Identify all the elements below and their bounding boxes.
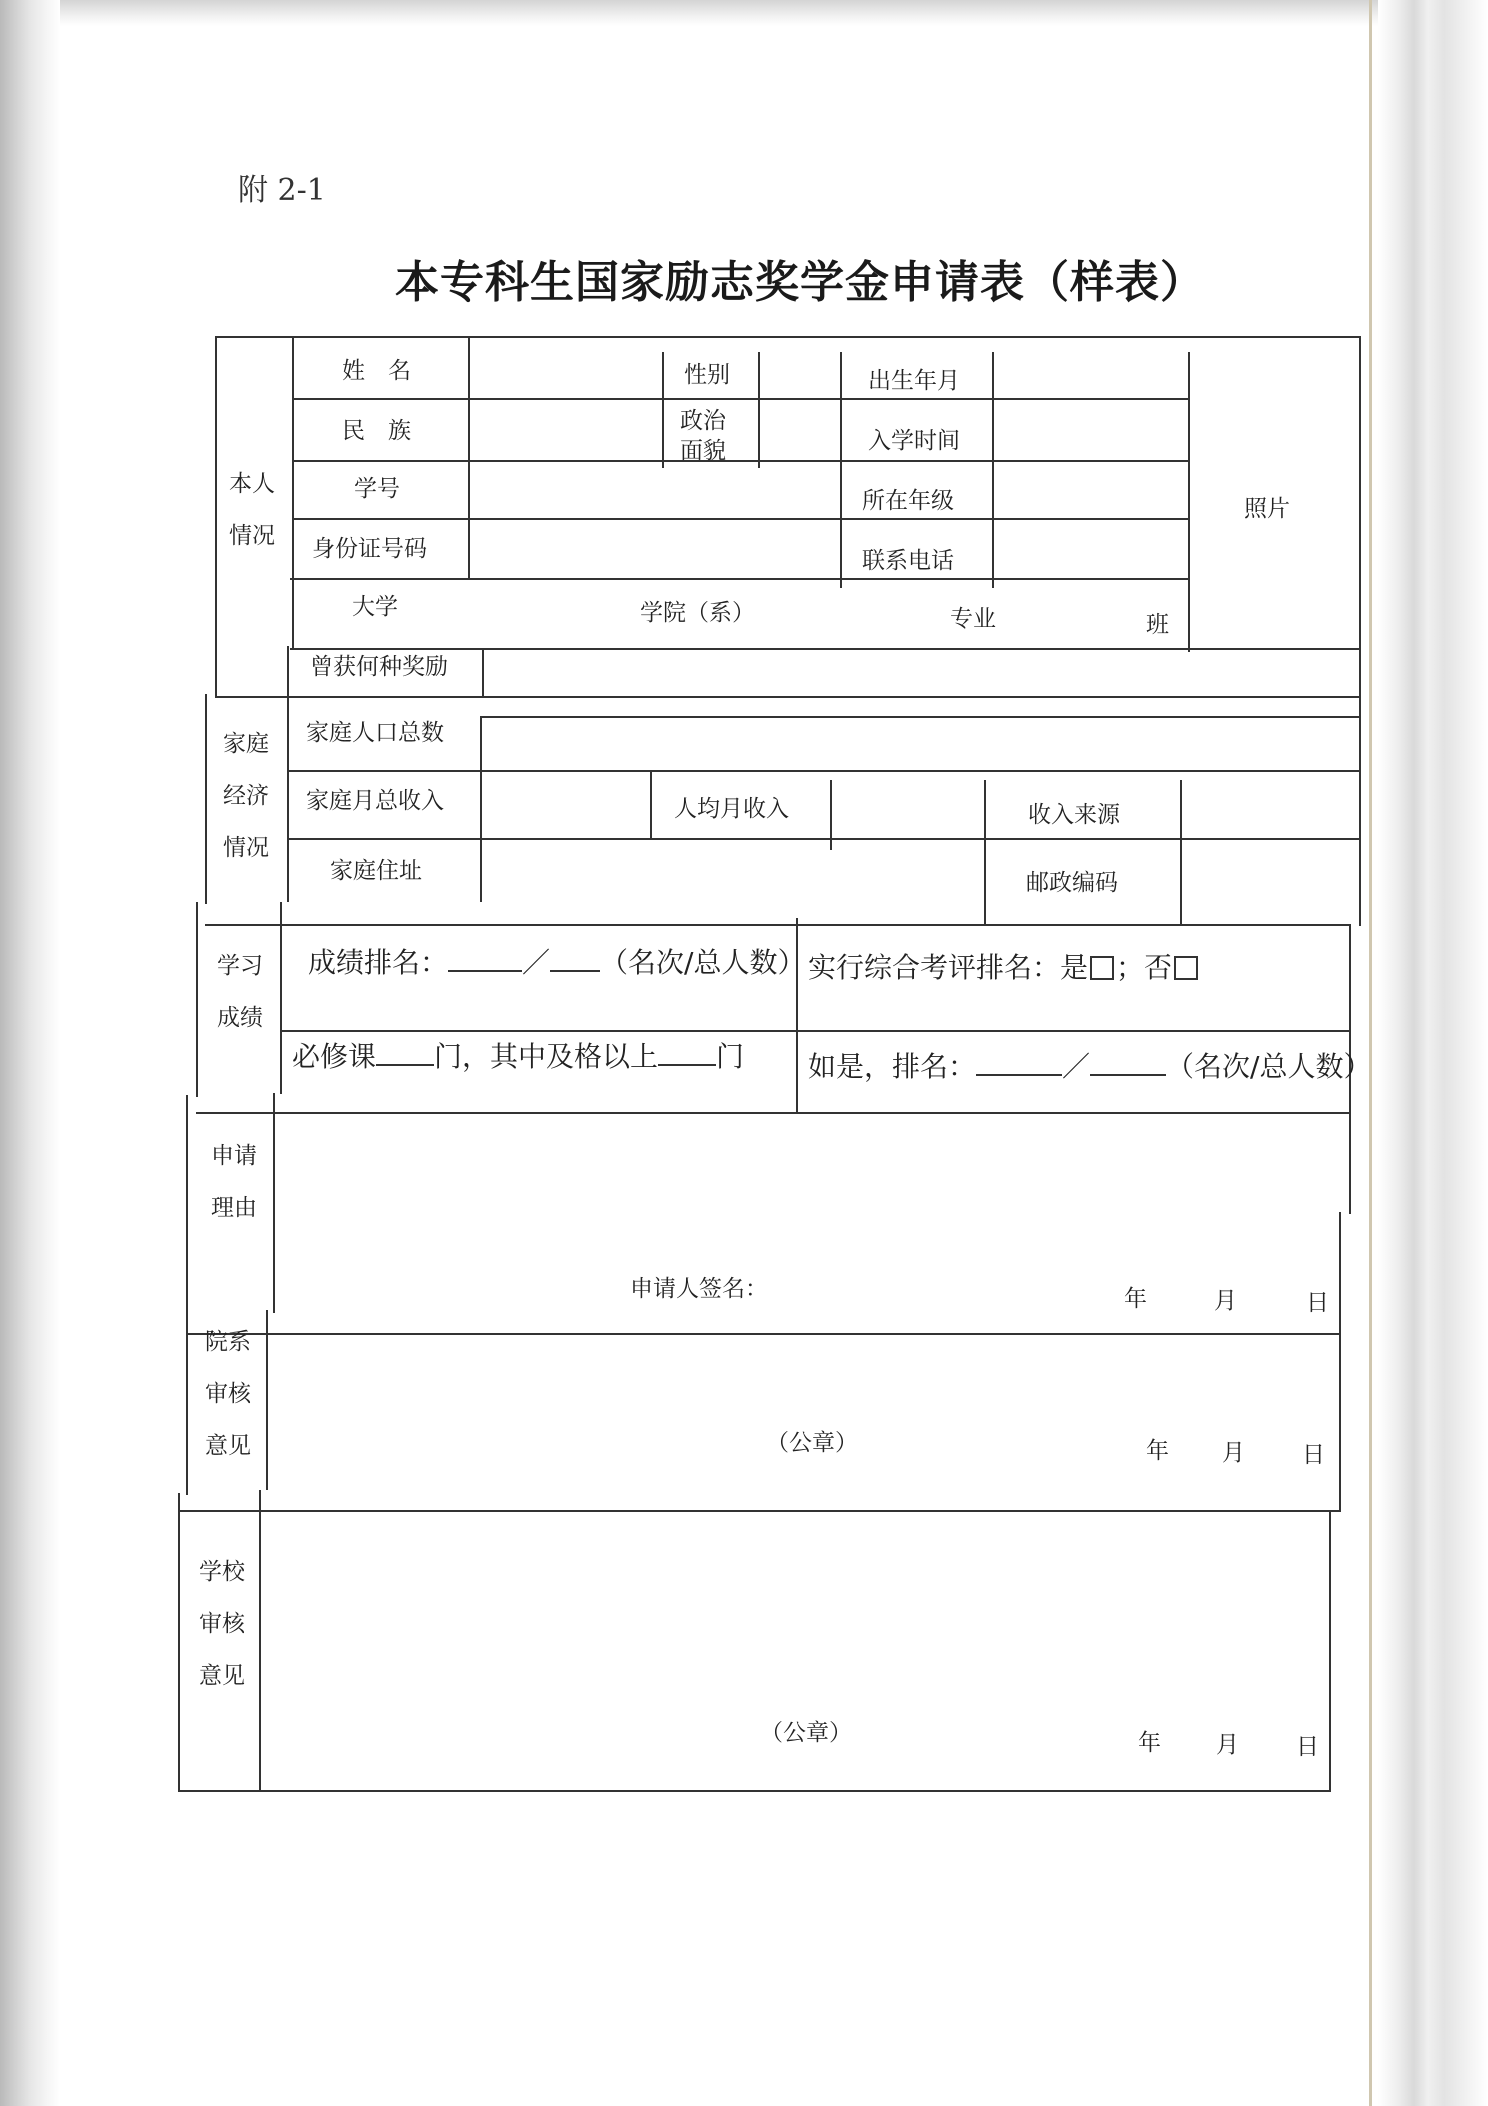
label-ethnicity: 民 族 — [342, 418, 411, 444]
label-id-card: 身份证号码 — [312, 536, 427, 562]
label-name: 姓 名 — [342, 358, 411, 384]
label-phone: 联系电话 — [862, 548, 954, 574]
school-year: 年 — [1138, 1730, 1161, 1756]
label-university: 大学 — [352, 594, 398, 620]
section-school: 学校 审核 意见 — [199, 1559, 245, 1689]
label-per-capita: 人均月收入 — [674, 796, 789, 822]
dept-year: 年 — [1146, 1438, 1169, 1464]
section-study: 学习 成绩 — [217, 953, 263, 1031]
label-gender: 性别 — [684, 362, 730, 388]
label-postcode: 邮政编码 — [1026, 870, 1118, 896]
applicant-signature-label: 申请人签名： — [630, 1276, 768, 1302]
checkbox-yes[interactable] — [1090, 956, 1114, 980]
section-dept: 院系 审核 意见 — [205, 1329, 251, 1459]
school-day: 日 — [1296, 1734, 1319, 1760]
label-birth: 出生年月 — [868, 368, 960, 394]
dept-day: 日 — [1302, 1442, 1325, 1468]
comprehensive-line: 实行综合考评排名：是 ；否 — [808, 954, 1200, 982]
label-monthly-income: 家庭月总收入 — [306, 788, 444, 814]
section-reason: 申请 理由 — [211, 1143, 257, 1221]
reason-year: 年 — [1124, 1286, 1147, 1312]
attachment-caption: 附 2-1 — [238, 173, 326, 208]
label-address: 家庭住址 — [330, 858, 422, 884]
label-class: 班 — [1146, 612, 1169, 638]
scan-edge-top — [60, 0, 1460, 26]
dept-seal: （公章） — [766, 1430, 858, 1456]
label-political-2: 面貌 — [680, 438, 726, 464]
scan-edge-left — [0, 0, 60, 2106]
form-title: 本专科生国家励志奖学金申请表（样表） — [395, 257, 1205, 308]
label-grade: 所在年级 — [862, 488, 954, 514]
label-college: 学院（系） — [640, 600, 755, 626]
label-enroll: 入学时间 — [868, 428, 960, 454]
photo-placeholder: 照片 — [1244, 496, 1290, 522]
scan-edge-right — [1378, 0, 1488, 2106]
reason-month: 月 — [1214, 1288, 1237, 1314]
rank-line: 成绩排名： ／ （名次/总人数） — [308, 946, 806, 979]
label-awards: 曾获何种奖励 — [310, 654, 448, 680]
label-income-source: 收入来源 — [1028, 802, 1120, 828]
required-courses-line: 必修课 门，其中及格以上 门 — [292, 1040, 745, 1073]
section-family: 家庭 经济 情况 — [223, 731, 269, 861]
dept-month: 月 — [1222, 1440, 1245, 1466]
label-political-1: 政治 — [680, 408, 726, 434]
section-personal: 本人 情况 — [229, 471, 275, 549]
label-major: 专业 — [950, 606, 996, 632]
label-student-id: 学号 — [354, 476, 400, 502]
school-month: 月 — [1216, 1732, 1239, 1758]
if-yes-rank-line: 如是，排名： ／ （名次/总人数） — [808, 1050, 1372, 1083]
checkbox-no[interactable] — [1174, 956, 1198, 980]
school-seal: （公章） — [760, 1720, 852, 1746]
label-household: 家庭人口总数 — [306, 720, 444, 746]
reason-day: 日 — [1306, 1290, 1329, 1316]
